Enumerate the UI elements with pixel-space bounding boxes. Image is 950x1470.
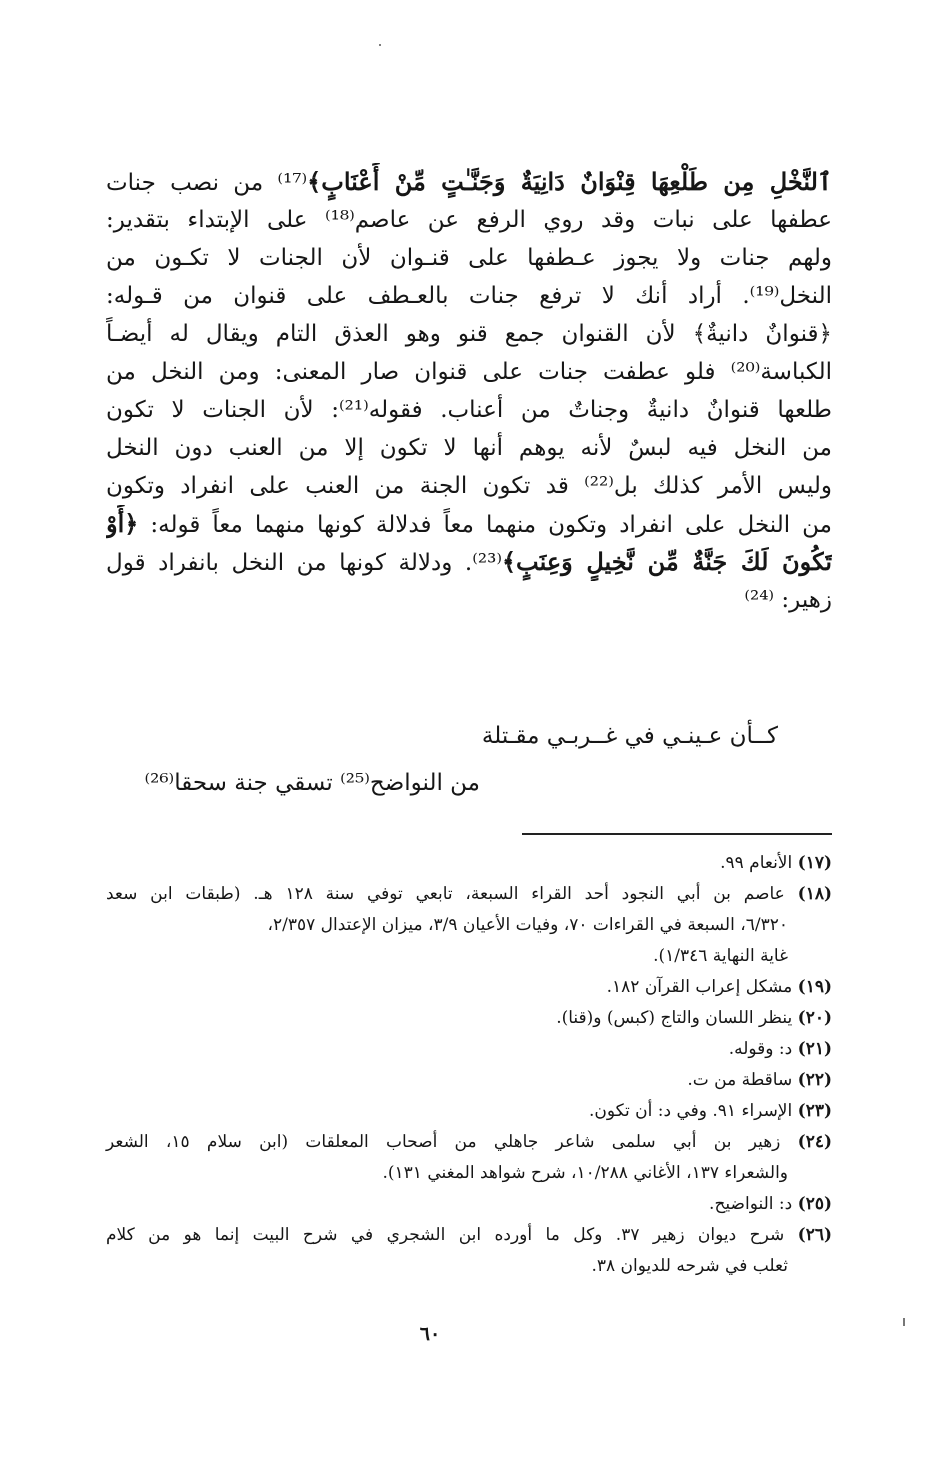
footnote-first-line: [106, 1189, 832, 1220]
quran-verse-start: ﴿أَوْ: [106, 509, 139, 538]
body-line: [106, 201, 832, 239]
footnote-text: د: وقوله.: [728, 1039, 793, 1059]
body-text-segment: طلعها قنوانٌ دانيةٌ وجناتٌ من أعناب. فقوله⁽²¹⁾: لأن الجنات لا تكون: [106, 397, 832, 423]
footnote-continuation: غاية النهاية ١/٣٤٦).: [653, 946, 788, 966]
body-line: [106, 277, 832, 315]
footnote-separator: [522, 833, 832, 835]
footnote-first-line: [106, 879, 832, 910]
footnote-number: (٢٢): [797, 1070, 832, 1090]
body-text-segment: عطفها على نبات وقد روي الرفع عن عاصم⁽¹⁸⁾ على الإبتداء بتقدير:: [106, 207, 832, 233]
footnote-text: زهير بن أبي سلمى شاعر جاهلي من أصحاب المعلقات (ابن سلام ١٥، الشعر: [106, 1132, 781, 1152]
verse-line-2: من النواضح⁽²⁵⁾ تسقي جنة سحقا⁽²⁶⁾: [144, 770, 480, 796]
footnote-item: [106, 1003, 832, 1034]
footnote-text: مشكل إعراب القرآن ١٨٢.: [606, 977, 793, 997]
footnotes: [106, 848, 832, 1282]
main-text: [106, 163, 832, 619]
footnote-text: الأنعام ٩٩.: [720, 853, 793, 873]
body-text-segment: ⁽¹⁷⁾ من نصب جنات: [106, 170, 308, 196]
body-line: [106, 467, 832, 505]
footnote-item: [106, 1189, 832, 1220]
footnote-text: ينظر اللسان والتاج (كبس) و(قنا).: [556, 1008, 793, 1028]
footnote-text: الإسراء ٩١. وفي د: أن تكون.: [588, 1101, 793, 1121]
footnote-continuation: والشعراء ١٣٧، الأغاني ١٠/٢٨٨، شرح شواهد المغني ١٣١).: [382, 1163, 788, 1183]
body-text-segment: من النخل على انفراد وتكون منهما معاً فدلالة كونها منهما معاً قوله:: [150, 512, 832, 538]
footnote-first-line: [106, 848, 832, 879]
footnote-first-line: [106, 1096, 832, 1127]
footnote-text: شرح ديوان زهير ٣٧. وكل ما أورده ابن الشجري في شرح البيت إنما هو من كلام: [106, 1225, 785, 1245]
footnote-item: [106, 1065, 832, 1096]
footnote-continuation: ثعلب في شرحه للديوان ٣٨.: [591, 1256, 788, 1276]
body-text-segment: من النخل فيه لبسٌ لأنه يوهم أنها لا تكون إلا من العنب دون النخل: [106, 435, 832, 461]
footnote-number: (٢٥): [797, 1194, 832, 1214]
margin-mark: [903, 1318, 905, 1326]
body-text-segment: ﴿قنوانٌ دانيةٌ﴾ لأن القنوان جمع قنو وهو العذق التام ويقال له أيضـاً: [106, 321, 832, 347]
footnote-item: [106, 1220, 832, 1282]
body-line: [106, 429, 832, 467]
footnote-continuation: ٦/٣٢٠، السبعة في القراءات ٧٠، وفيات الأعيان ٣/٩، ميزان الإعتدال ٢/٣٥٧،: [267, 915, 788, 935]
footnote-number: (٢٣): [797, 1101, 832, 1121]
footnote-item: [106, 879, 832, 972]
footnote-text: ساقطة من ت.: [687, 1070, 793, 1090]
footnote-text: د: النواضيح.: [709, 1194, 793, 1214]
body-text-segment: ولهم جنات ولا يجوز عـطفها على قنـوان لأن الجنات لا تكـون من: [106, 245, 832, 271]
body-text-segment: زهير: ⁽²⁴⁾: [744, 587, 832, 613]
footnote-item: [106, 1096, 832, 1127]
page-number: ٦٠: [419, 1323, 441, 1345]
body-line: [106, 505, 832, 543]
footnote-number: (١٨): [797, 884, 832, 904]
footnote-number: (١٩): [797, 977, 832, 997]
body-text-segment: النخل⁽¹⁹⁾. أراد أنك لا ترفع جنات بالعـطف على قنوان من قـوله:: [106, 283, 832, 309]
body-line: [106, 315, 832, 353]
body-line: [106, 353, 832, 391]
body-text-segment: الكباسة⁽²⁰⁾ فلو عطفت جنات على قنوان صار المعنى: ومن النخل من: [106, 359, 832, 385]
body-text-segment: وليس الأمر كذلك بل⁽²²⁾ قد تكون الجنة من العنب على انفراد وتكون: [106, 473, 832, 499]
footnote-text: عاصم بن أبي النجود أحد القراء السبعة، تابعي توفي سنة ١٢٨ هـ. (طبقات ابن سعد: [106, 884, 785, 904]
footnote-first-line: [106, 1034, 832, 1065]
verse-line-1: كــأن عـينـي في غــربـي مقـتلة: [481, 723, 778, 749]
body-line: [106, 239, 832, 277]
footnote-number: (١٧): [797, 853, 832, 873]
footnote-first-line: [106, 972, 832, 1003]
footnote-item: [106, 1127, 832, 1189]
quran-verse: ٱلنَّخْلِ مِن طَلْعِهَا قِنْوَانٌ دَانِيَةٌ وَجَنَّـٰتٍ مِّنْ أَعْنَابٍ﴾: [307, 167, 832, 196]
body-line: [106, 391, 832, 429]
footnote-item: [106, 972, 832, 1003]
body-text-segment: ⁽²³⁾. ودلالة كونها من النخل بانفراد قول: [106, 550, 502, 576]
footnote-first-line: [106, 1065, 832, 1096]
footnote-first-line: [106, 1220, 832, 1251]
footnote-number: (٢٠): [797, 1008, 832, 1028]
page-speck: [379, 44, 381, 46]
footnote-number: (٢٦): [797, 1225, 832, 1245]
body-line: [106, 543, 832, 581]
body-line: [106, 163, 832, 201]
footnote-number: (٢١): [797, 1039, 832, 1059]
footnote-number: (٢٤): [797, 1132, 833, 1152]
footnote-first-line: [106, 1127, 832, 1158]
footnote-item: [106, 1034, 832, 1065]
footnote-item: [106, 848, 832, 879]
body-line: [106, 581, 832, 619]
quran-verse: تَكُونَ لَكَ جَنَّةٌ مِّن نَّخِيلٍ وَعِنَبٍ﴾: [501, 547, 832, 576]
footnote-first-line: [106, 1003, 832, 1034]
